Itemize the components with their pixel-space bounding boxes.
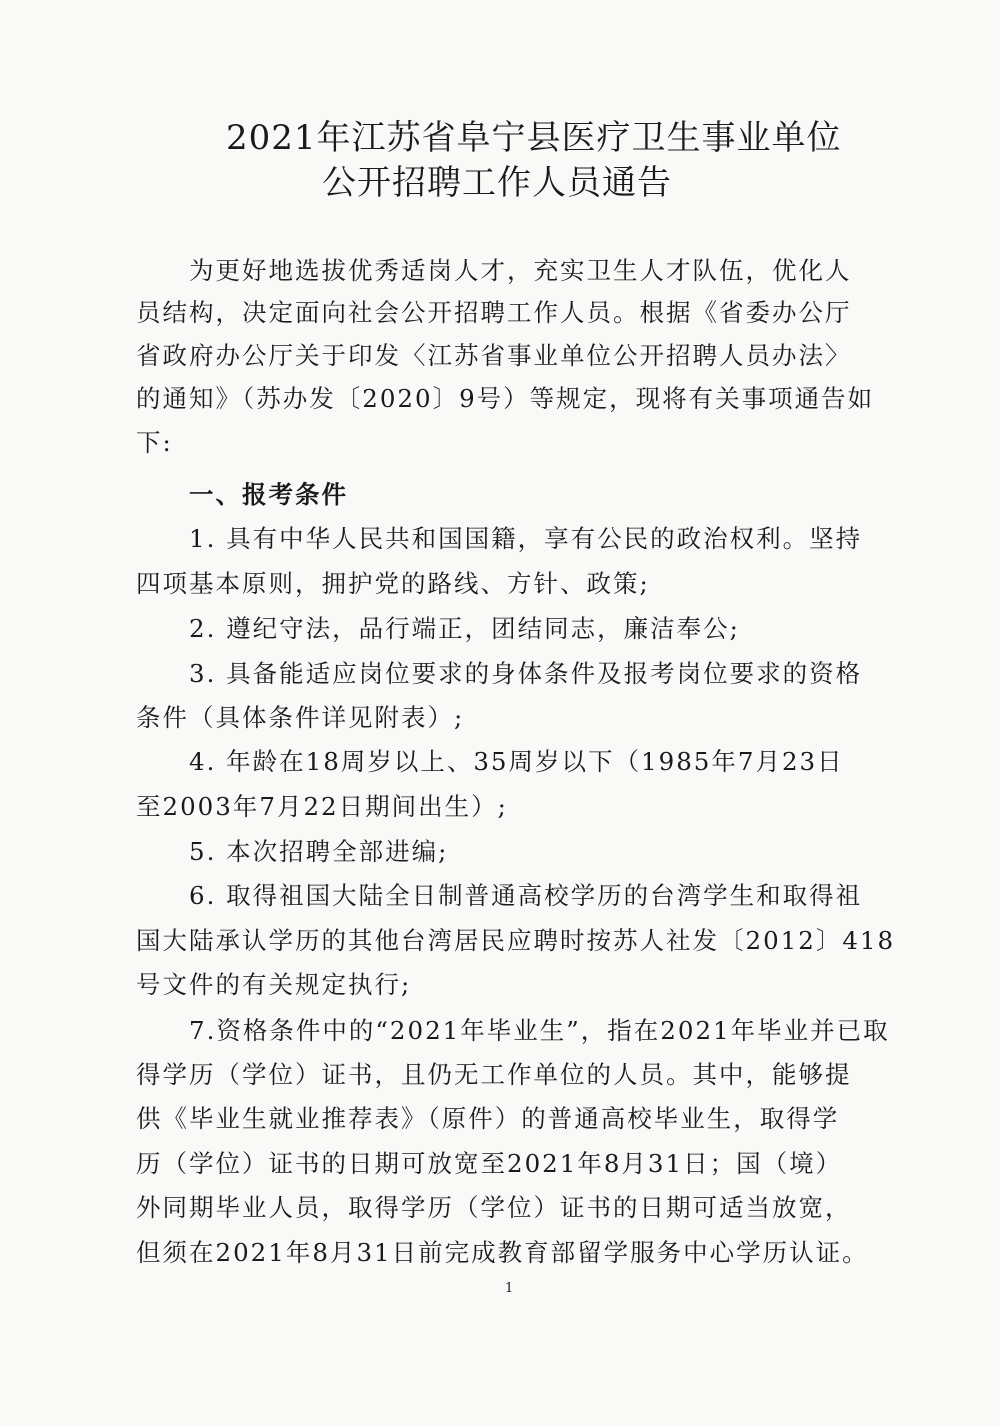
- page-number: 1: [505, 1281, 514, 1296]
- intro-line: 为更好地选拔优秀适岗人才，充实卫生人才队伍，优化人: [136, 256, 852, 285]
- body-line: 6. 取得祖国大陆全日制普通高校学历的台湾学生和取得祖: [136, 881, 863, 910]
- body-line: 外同期毕业人员，取得学历（学位）证书的日期可适当放宽，: [136, 1193, 852, 1222]
- body-line: 供《毕业生就业推荐表》（原件）的普通高校毕业生，取得学: [136, 1104, 840, 1133]
- section-heading: 一、报考条件: [136, 480, 348, 509]
- body-line: 5. 本次招聘全部进编;: [136, 837, 449, 866]
- body-line: 号文件的有关规定执行;: [136, 970, 412, 999]
- body-line: 得学历（学位）证书，且仍无工作单位的人员。其中，能够提: [136, 1060, 852, 1089]
- document-title-line-2: 公开招聘工作人员通告: [322, 163, 672, 203]
- document-title-line-1: 2021年江苏省阜宁县医疗卫生事业单位: [226, 118, 842, 158]
- body-line: 国大陆承认学历的其他台湾居民应聘时按苏人社发〔2012〕418: [136, 926, 896, 955]
- body-line: 历（学位）证书的日期可放宽至2021年8月31日；国（境）: [136, 1149, 843, 1178]
- body-line: 3. 具备能适应岗位要求的身体条件及报考岗位要求的资格: [136, 659, 863, 688]
- body-line: 四项基本原则，拥护党的路线、方针、政策;: [136, 569, 650, 598]
- intro-line: 省政府办公厅关于印发〈江苏省事业单位公开招聘人员办法〉: [136, 341, 852, 370]
- intro-line: 下:: [136, 428, 173, 457]
- body-line: 2. 遵纪守法，品行端正，团结同志，廉洁奉公;: [136, 614, 740, 643]
- intro-line: 的通知》（苏办发〔2020〕9号）等规定，现将有关事项通告如: [136, 384, 875, 413]
- body-line: 条件（具体条件详见附表）;: [136, 703, 465, 732]
- body-line: 至2003年7月22日期间出生）;: [136, 792, 508, 821]
- body-line: 但须在2021年8月31日前完成教育部留学服务中心学历认证。: [136, 1238, 869, 1267]
- body-line: 4. 年龄在18周岁以上、35周岁以下（1985年7月23日: [136, 747, 844, 776]
- intro-line: 员结构，决定面向社会公开招聘工作人员。根据《省委办公厅: [136, 298, 852, 327]
- body-line: 1. 具有中华人民共和国国籍，享有公民的政治权利。坚持: [136, 524, 863, 553]
- body-line: 7.资格条件中的“2021年毕业生”，指在2021年毕业并已取: [136, 1016, 890, 1045]
